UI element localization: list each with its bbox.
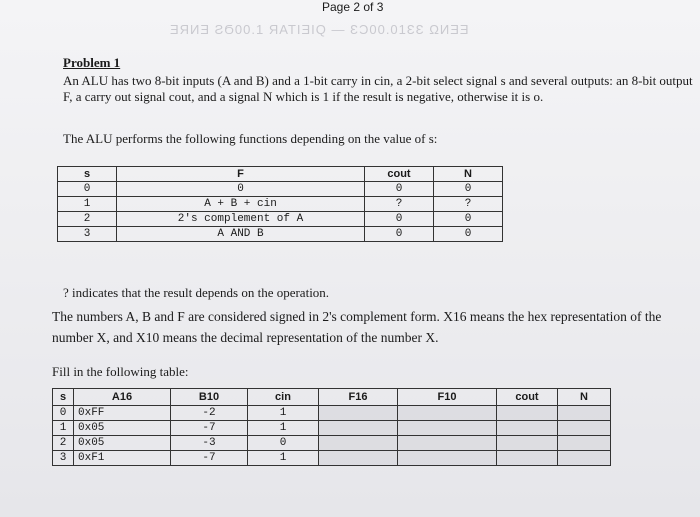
table-header-row (53, 389, 611, 406)
cell: 0 (248, 436, 319, 451)
cell: 3 (53, 451, 74, 466)
cout-answer-cell[interactable] (497, 436, 558, 451)
cell: 3 (58, 227, 117, 242)
cell: 0 (365, 182, 434, 197)
column-header: N (434, 167, 503, 182)
cell: 1 (58, 197, 117, 212)
column-header: F10 (398, 389, 497, 406)
cell: 0x05 (74, 436, 171, 451)
column-header: s (53, 389, 74, 406)
cell: 1 (53, 421, 74, 436)
table-header-row (58, 167, 503, 182)
n-answer-cell[interactable] (558, 436, 611, 451)
column-header: F16 (319, 389, 398, 406)
cell: 0 (365, 212, 434, 227)
table-row (58, 197, 503, 212)
cell: -7 (171, 451, 248, 466)
page-number-label: Page 2 of 3 (322, 0, 384, 14)
cell: 2's complement of A (117, 212, 365, 227)
cell: -7 (171, 421, 248, 436)
problem-title: Problem 1 (63, 55, 121, 70)
table-row (53, 421, 611, 436)
cell: 1 (248, 421, 319, 436)
cell: 2 (58, 212, 117, 227)
cout-answer-cell[interactable] (497, 406, 558, 421)
column-header: A16 (74, 389, 171, 406)
column-header: cout (497, 389, 558, 406)
problem-description: An ALU has two 8-bit inputs (A and B) and a 1-bit carry in cin, a 2-bit select signal s and several outputs: an 8-bit output F, a carry out signal cout, and a signal N which is 1 if the result is negative, otherwise it is o. (63, 73, 693, 104)
table-row (58, 227, 503, 242)
cell: 0x05 (74, 421, 171, 436)
table-row (53, 451, 611, 466)
n-answer-cell[interactable] (558, 406, 611, 421)
cell: -3 (171, 436, 248, 451)
cell: 0xFF (74, 406, 171, 421)
column-header: s (58, 167, 117, 182)
alu-function-table (57, 166, 503, 242)
f16-answer-cell[interactable] (319, 451, 398, 466)
f16-answer-cell[interactable] (319, 421, 398, 436)
cell: 0 (365, 227, 434, 242)
functions-intro: The ALU performs the following functions depending on the value of s: (63, 131, 438, 146)
table-row (53, 406, 611, 421)
bleed-through-text: ƎЯИƎ ƧϬ00.1 ЯATIƎIQ — ƐƆ00.01ƐƐ ΩИƎƎ (170, 22, 470, 37)
cell: 1 (248, 451, 319, 466)
cell: ? (434, 197, 503, 212)
table-row (53, 436, 611, 451)
n-answer-cell[interactable] (558, 451, 611, 466)
column-header: cin (248, 389, 319, 406)
f10-answer-cell[interactable] (398, 436, 497, 451)
f16-answer-cell[interactable] (319, 436, 398, 451)
cell: 0xF1 (74, 451, 171, 466)
number-format-text: The numbers A, B and F are considered signed in 2's complement form. X16 means the hex representation of the number X, and X10 means the decimal representation of the number X. (52, 309, 662, 345)
n-answer-cell[interactable] (558, 421, 611, 436)
cell: 0 (434, 182, 503, 197)
column-header: N (558, 389, 611, 406)
table-row (58, 182, 503, 197)
column-header: cout (365, 167, 434, 182)
cout-answer-cell[interactable] (497, 421, 558, 436)
cell: A + B + cin (117, 197, 365, 212)
cell: -2 (171, 406, 248, 421)
cell: 2 (53, 436, 74, 451)
cout-answer-cell[interactable] (497, 451, 558, 466)
cell: ? (365, 197, 434, 212)
cell: 0 (58, 182, 117, 197)
cell: 1 (248, 406, 319, 421)
f10-answer-cell[interactable] (398, 451, 497, 466)
f10-answer-cell[interactable] (398, 421, 497, 436)
cell: 0 (434, 227, 503, 242)
column-header: B10 (171, 389, 248, 406)
cell: 0 (434, 212, 503, 227)
fill-instruction: Fill in the following table: (52, 364, 189, 379)
cell: 0 (53, 406, 74, 421)
cell: A AND B (117, 227, 365, 242)
table-row (58, 212, 503, 227)
cell: 0 (117, 182, 365, 197)
operation-note: ? indicates that the result depends on the operation. (63, 285, 330, 300)
column-header: F (117, 167, 365, 182)
f10-answer-cell[interactable] (398, 406, 497, 421)
fill-in-table (52, 388, 611, 466)
f16-answer-cell[interactable] (319, 406, 398, 421)
